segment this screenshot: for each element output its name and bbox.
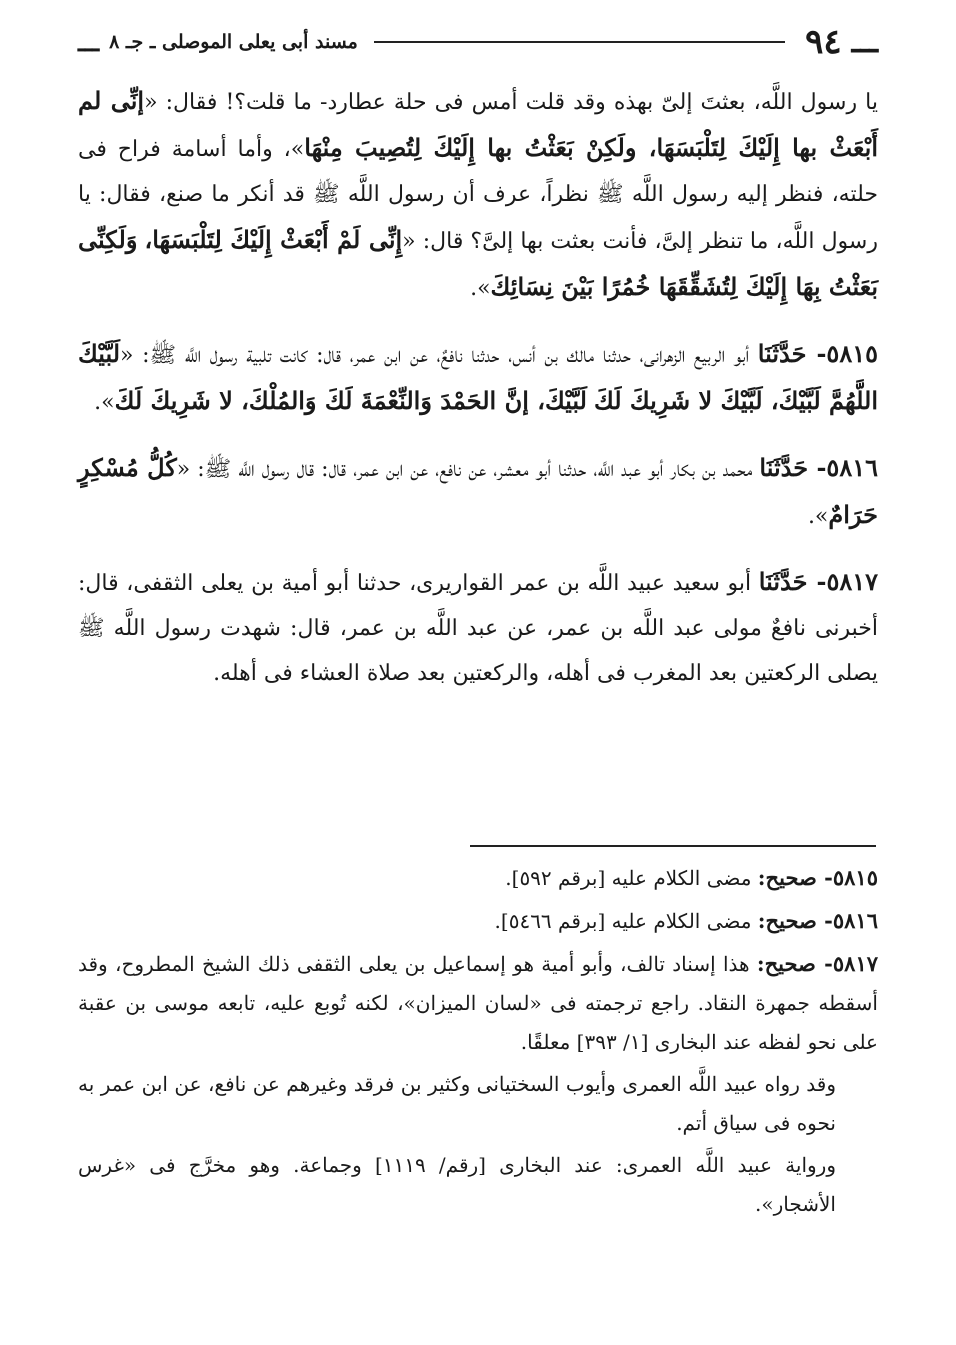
header-rule <box>374 41 785 43</box>
prophetic-quote: إِنِّى لَمْ أَبْعَثْ إِلَيْكَ لِتَلْبَسَهَا، <box>144 225 403 254</box>
text-run: عمر، قال: قال رسول اللَّه ﷺ: « <box>176 457 379 482</box>
text-run: الثقفى، قال: أخبرنى نافعٌ مولى عبد اللَّه بن عمر، عن عبد اللَّه بن عمر، قال: شهدت <box>78 571 879 641</box>
hadith-paragraph <box>78 331 878 425</box>
footnote-text: مضى الكلام عليه [برقم ٥٤٦٦]. <box>494 909 758 933</box>
footnote-text: مضى الكلام عليه [برقم ٥٩٢]. <box>505 866 758 890</box>
text-run: أبو سعيد عبيد اللَّه بن عمر القواريرى، حدثنا أبو أمية بن يعلى <box>201 571 759 596</box>
text-run: عمر، قال: كانت تلبية رسول اللَّه ﷺ: « <box>120 343 376 368</box>
paragraph-text <box>78 559 878 696</box>
text-run: أبو الربيع الزهرانى، حدثنا مالك بن أنس، حدثنا نافعٌ، عن ابن <box>384 343 758 368</box>
text-run: ». <box>807 504 829 529</box>
text-run: ». <box>94 390 115 415</box>
paragraph-text <box>78 331 878 425</box>
page-number: ٩٤ <box>805 22 842 62</box>
paragraph-text <box>78 78 878 311</box>
text-run: محمد بن بكار أبو عبد اللَّه، حدثنا أبو معشر، عن نافع، عن ابن <box>385 457 760 482</box>
footnote-text: ورواية عبيد اللَّه العمرى: عند البخارى [رقم/ ١١١٩] وجماعة. وهو مخرَّج فى «غرس الأشجار». <box>78 1153 836 1216</box>
text-run: حلته، فنظر إليه رسول اللَّه ﷺ نظراً، عرف أن رسول اللَّه ﷺ قد أنكر ما صنع، فقال: يا <box>78 182 878 207</box>
text-run: ». <box>470 276 491 301</box>
book-title: مسند أبى يعلى الموصلى ـ جـ ٨ <box>109 31 358 53</box>
footnote <box>78 1146 878 1224</box>
footnote <box>78 858 878 898</box>
hadith-paragraph <box>78 559 878 696</box>
footnote-number: ٥٨١٦- <box>816 908 878 933</box>
paragraph-text <box>78 445 878 539</box>
prophetic-quote: لَبَّيْكَ، إنَّ الحَمْدَ وَالنِّعْمَةَ لَكَ وَالمُلْكَ، لا شَرِيكَ لَكَ <box>114 386 587 415</box>
hadith-number: ٥٨١٧- <box>807 567 878 596</box>
prophetic-quote: كُلُّ مُسْكِرٍ حَرَامٌ <box>78 453 878 529</box>
text-run: رسول اللَّه ﷺ يصلى الركعتين بعد المغرب فى أهله، والركعتين بعد صلاة العشاء فى <box>78 616 878 686</box>
footnote <box>78 901 878 941</box>
text-run: أهله. <box>213 661 257 686</box>
haddathana-word: حَدَّثَنَا <box>759 453 809 482</box>
footnote-text: وقد رواه عبيد اللَّه العمرى وأيوب السختيانى وكثير بن فرقد وغيرهم عن نافع، عن ابن عمر به نحوه فى سياق أتم. <box>78 1072 836 1135</box>
prophetic-quote: إنِّى لم <box>78 86 145 115</box>
hadith-paragraph <box>78 78 878 311</box>
footnotes <box>78 858 878 1227</box>
footnote-grade: صحيح: <box>757 865 817 890</box>
header-dash-left: ـــ <box>78 27 100 57</box>
haddathana-word: حَدَّثَنَا <box>758 567 808 596</box>
footnote-grade: صحيح: <box>756 951 816 976</box>
main-text <box>78 78 878 716</box>
footnote <box>78 944 878 1062</box>
hadith-number: ٥٨١٥- <box>806 339 878 368</box>
text-run: يا رسول اللَّه، بعثتَ إلىّ بهذه وقد قلت أمس فى حلة عطارد- ما قلت؟! فقال: « <box>144 90 878 115</box>
footnote <box>78 1065 878 1143</box>
footnote-separator <box>470 845 876 847</box>
footnote-text: هذا إسناد تالف، وأبو أمية هو إسماعيل بن يعلى الثقفى ذلك الشيخ المطروح، وقد أسقطه جمهرة النقاد. راجع ترجمته فى «لسان الميزان»، لكنه تُوبع عليه، تابعه موسى بن عقبة على نحو لفظه عند البخارى [١/ ٣٩٣] معلقًا. <box>78 952 878 1054</box>
footnote-grade: صحيح: <box>757 908 817 933</box>
prophetic-quote: أَبْعَثْ بها إِلَيْكَ لِتَلْبَسَهَا، ولَكِنْ بَعَثْتُ بها إِلَيْكَ لِتُصِيبَ مِنْهَا <box>304 133 878 162</box>
prophetic-quote: وَلَكِنِّى بَعَثْتُ بِهَا إِلَيْكَ لِتُشَقِّقَهَا خُمُرًا بَيْنَ نِسَائِكَ <box>78 225 878 301</box>
text-run: »، وأما أسامة فراح فى <box>78 137 305 162</box>
haddathana-word: حَدَّثَنَا <box>757 339 807 368</box>
hadith-number: ٥٨١٦- <box>808 453 878 482</box>
hadith-paragraph <box>78 445 878 539</box>
text-run: رسول اللَّه، ما تنظر إلىَّ، فأنت بعثت بها إلىَّ؟ قال: « <box>402 229 878 254</box>
prophetic-quote: لَبَّيْكَ اللَّهُمَّ لَبَّيْكَ، لَبَّيْكَ لا شَرِيكَ لَكَ <box>78 339 878 415</box>
footnote-number: ٥٨١٧- <box>815 951 879 976</box>
header-dash-right: ـــ <box>851 24 878 60</box>
page-header <box>78 22 878 62</box>
footnote-number: ٥٨١٥- <box>816 865 878 890</box>
